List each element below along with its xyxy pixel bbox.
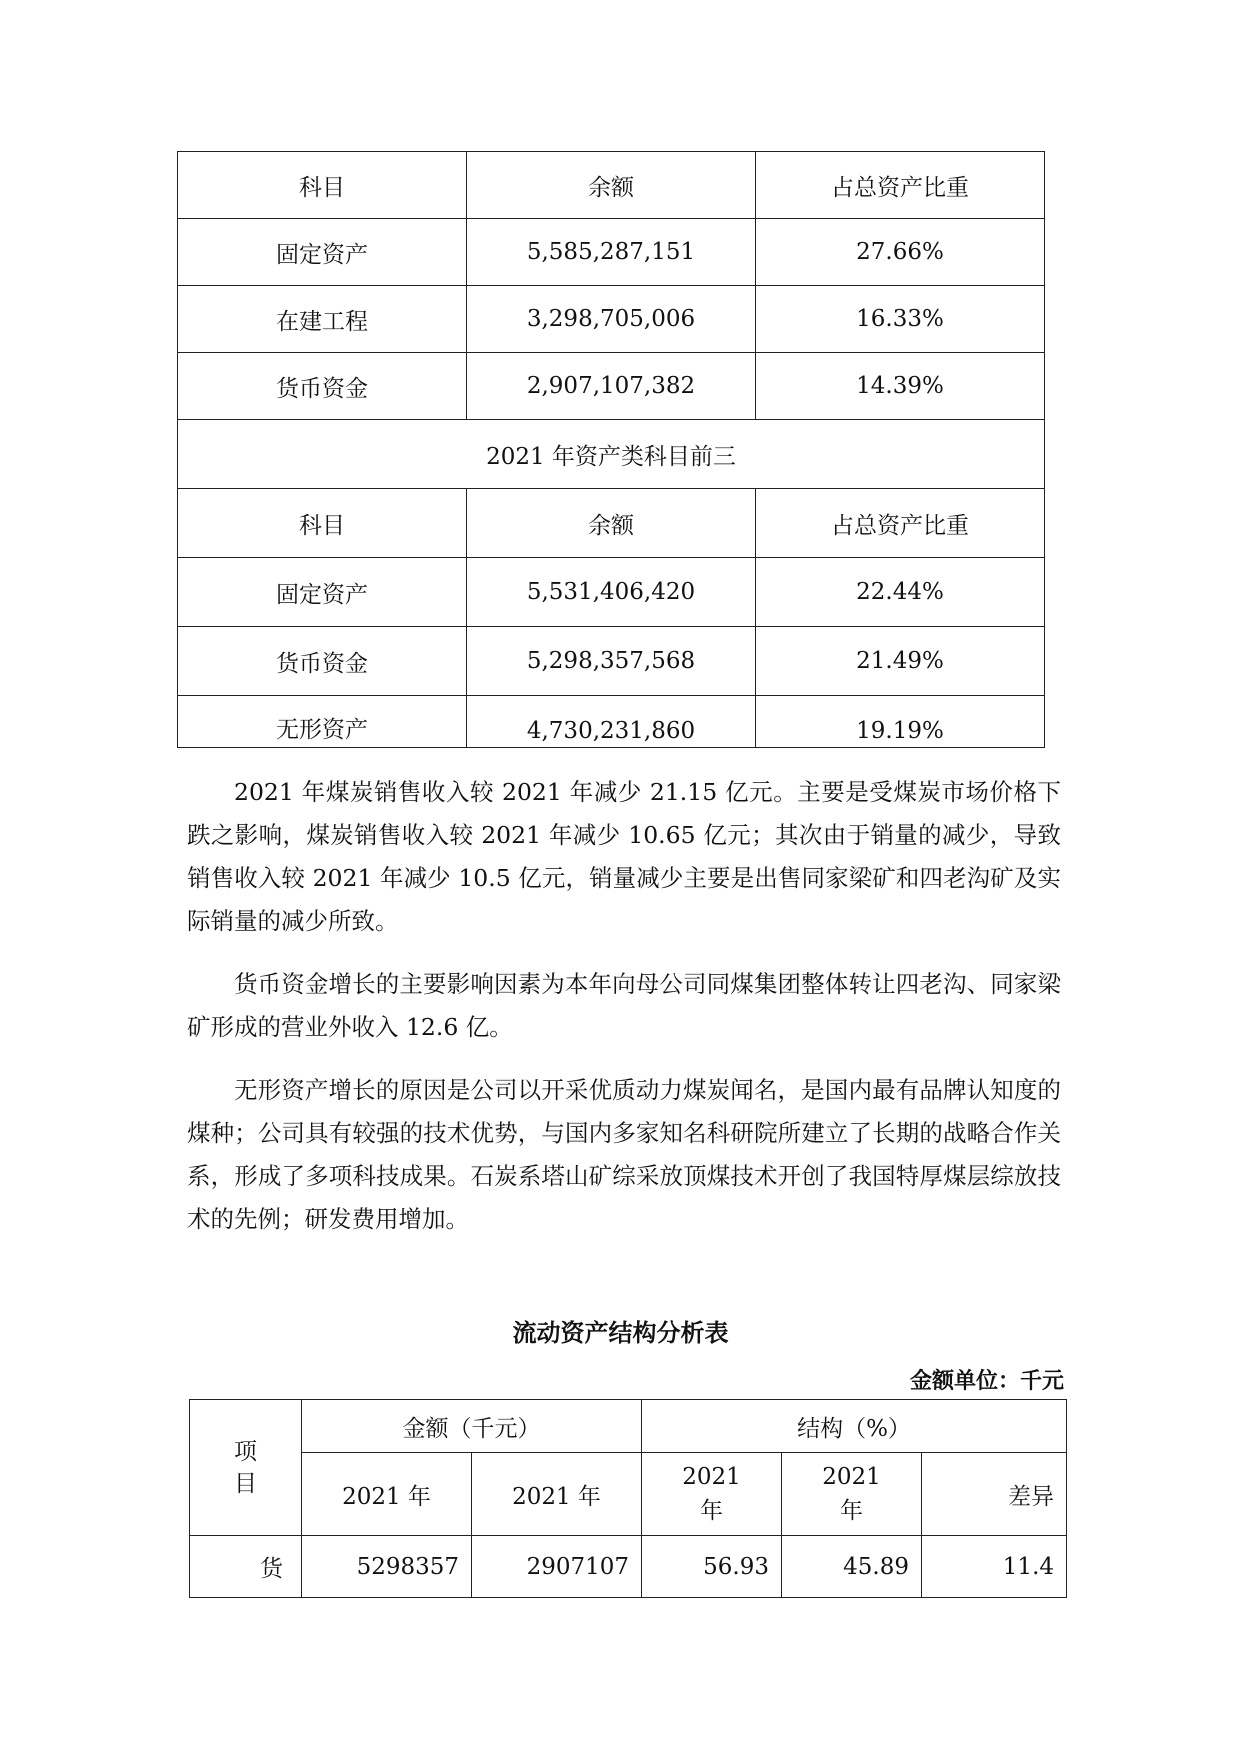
- table-cell: 14.39%: [756, 353, 1045, 420]
- asset-top3-table: [177, 151, 1045, 748]
- table-cell: 27.66%: [756, 219, 1045, 286]
- header-cell: 2021 年: [642, 1453, 782, 1536]
- table-cell: 4,730,231,860: [467, 696, 756, 748]
- item-header: 项 目: [190, 1400, 302, 1536]
- body-text: [187, 771, 1061, 1261]
- table-cell: 货: [190, 1536, 302, 1598]
- header-cell: 2021 年: [472, 1453, 642, 1536]
- table-subheader-row: [190, 1453, 1067, 1536]
- table-cell: 11.4: [922, 1536, 1067, 1598]
- paragraph: 货币资金增长的主要影响因素为本年向母公司同煤集团整体转让四老沟、同家梁矿形成的营业外收入 12.6 亿。: [187, 970, 1061, 1041]
- table-cell: 5,531,406,420: [467, 558, 756, 627]
- table-row: [178, 353, 1045, 420]
- table-cell: 19.19%: [756, 696, 1045, 748]
- table-row: [178, 219, 1045, 286]
- header-cell: 余额: [467, 489, 756, 558]
- header-cell: 2021 年: [782, 1453, 922, 1536]
- table-cell: 5298357: [302, 1536, 472, 1598]
- table-row: [178, 286, 1045, 353]
- unit-label: 金额单位：千元: [909, 1369, 1064, 1394]
- paragraph: 2021 年煤炭销售收入较 2021 年减少 21.15 亿元。主要是受煤炭市场价格下跌之影响，煤炭销售收入较 2021 年减少 10.65 亿元；其次由于销量的减少，导致销售收入较 2021 年减少 10.5 亿元，销量减少主要是出售同家梁矿和四老沟矿及实际销量的减少所致。: [187, 778, 1061, 935]
- table-row: [178, 696, 1045, 748]
- table-header-row: [190, 1400, 1067, 1453]
- header-cell: 占总资产比重: [756, 152, 1045, 219]
- header-cell: 2021 年: [302, 1453, 472, 1536]
- amount-header: 金额（千元）: [302, 1400, 642, 1453]
- table-row: [178, 627, 1045, 696]
- header-cell: 占总资产比重: [756, 489, 1045, 558]
- header-cell: 科目: [178, 152, 467, 219]
- table-cell: 货币资金: [178, 627, 467, 696]
- table-row: [178, 558, 1045, 627]
- table-row: [190, 1536, 1067, 1598]
- section-title-row: [178, 420, 1045, 489]
- table-cell: 在建工程: [178, 286, 467, 353]
- table-header-row: [178, 489, 1045, 558]
- header-cell: 余额: [467, 152, 756, 219]
- header-cell: 科目: [178, 489, 467, 558]
- section-title: 2021 年资产类科目前三: [178, 420, 1045, 489]
- table-cell: 无形资产: [178, 696, 467, 748]
- table-cell: 固定资产: [178, 558, 467, 627]
- table-cell: 21.49%: [756, 627, 1045, 696]
- table-cell: 22.44%: [756, 558, 1045, 627]
- table-cell: 16.33%: [756, 286, 1045, 353]
- table-cell: 固定资产: [178, 219, 467, 286]
- header-cell: 差异: [922, 1453, 1067, 1536]
- structure-header: 结构（%）: [642, 1400, 1067, 1453]
- table-title: 流动资产结构分析表: [512, 1319, 729, 1347]
- table-cell: 5,298,357,568: [467, 627, 756, 696]
- current-assets-structure-table: [189, 1399, 1067, 1598]
- paragraph: 无形资产增长的原因是公司以开采优质动力煤炭闻名，是国内最有品牌认知度的煤种；公司具有较强的技术优势，与国内多家知名科研院所建立了长期的战略合作关系，形成了多项科技成果。石炭系塔山矿综采放顶煤技术开创了我国特厚煤层综放技术的先例；研发费用增加。: [187, 1076, 1061, 1233]
- table-cell: 2,907,107,382: [467, 353, 756, 420]
- table-cell: 3,298,705,006: [467, 286, 756, 353]
- table-cell: 货币资金: [178, 353, 467, 420]
- table-cell: 2907107: [472, 1536, 642, 1598]
- table-cell: 45.89: [782, 1536, 922, 1598]
- table-cell: 5,585,287,151: [467, 219, 756, 286]
- table-cell: 56.93: [642, 1536, 782, 1598]
- table-header-row: [178, 152, 1045, 219]
